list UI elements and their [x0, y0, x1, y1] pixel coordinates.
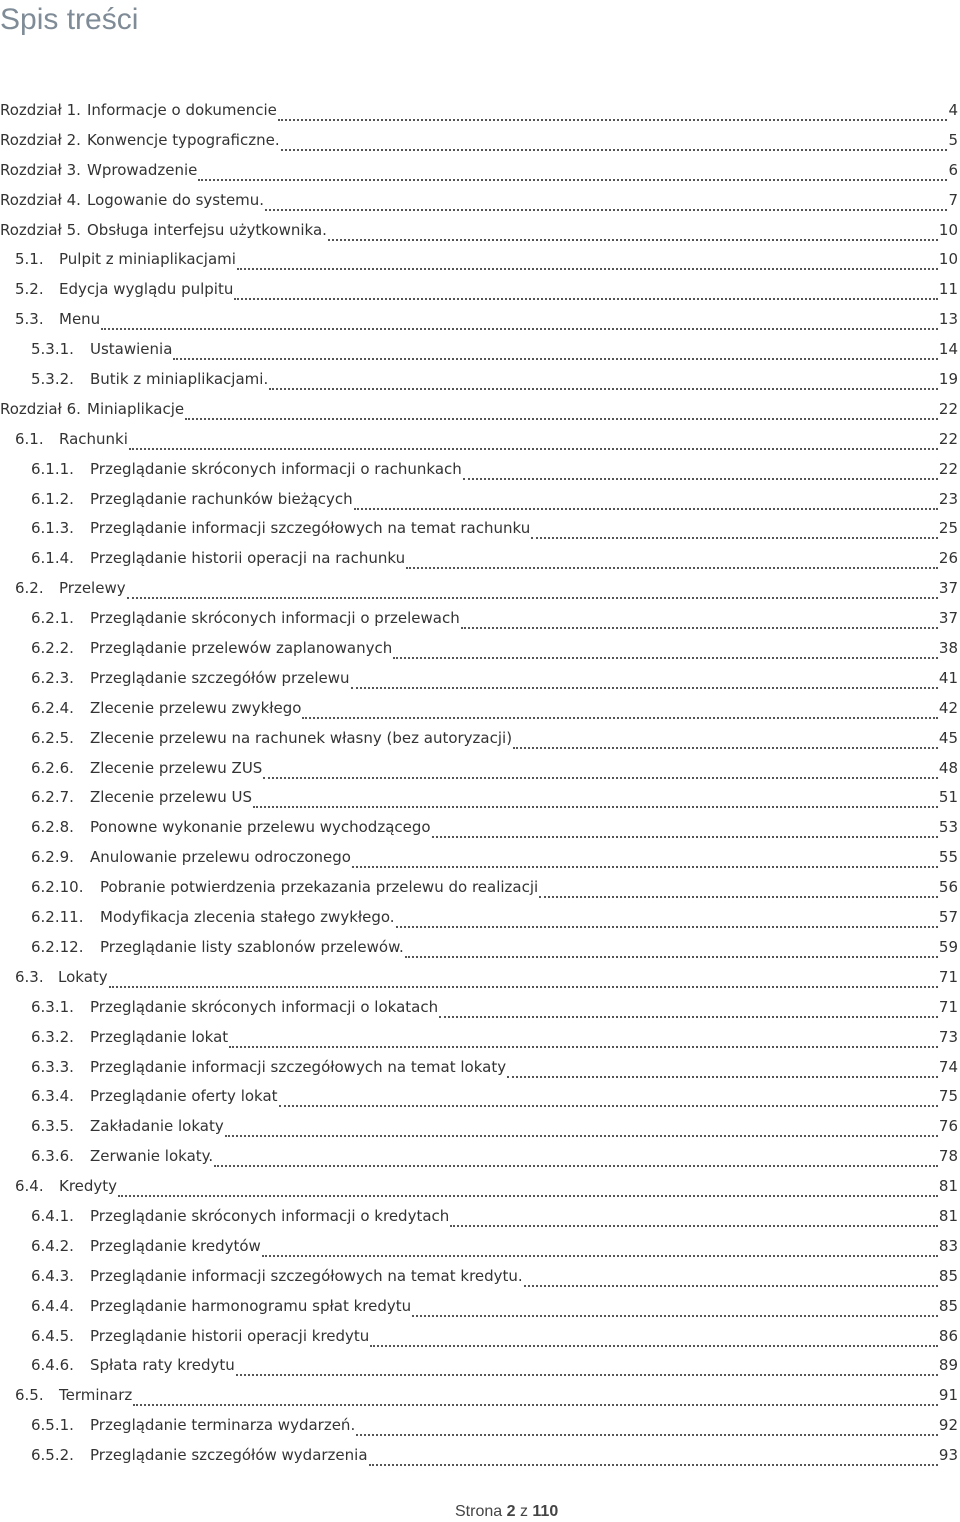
toc-entry-title: Przeglądanie historii operacji kredytu	[90, 1326, 370, 1345]
toc-dot-leader	[128, 431, 939, 453]
toc-dot-leader	[350, 670, 939, 692]
toc-entry[interactable]	[0, 723, 958, 753]
toc-dot-leader	[405, 550, 939, 572]
toc-entry[interactable]	[0, 1291, 958, 1321]
toc-dot-leader	[197, 162, 948, 184]
toc-entry-page: 4	[948, 101, 958, 119]
toc-entry-page: 10	[938, 220, 958, 239]
toc-dot-leader	[460, 610, 939, 632]
toc-dot-leader	[126, 580, 939, 602]
toc-entry-page: 55	[938, 848, 958, 867]
toc-entry-title: Przeglądanie skróconych informacji o kredytach	[90, 1206, 450, 1225]
toc-entry-title: Przeglądanie historii operacji na rachunku	[90, 549, 406, 568]
toc-entry[interactable]	[0, 394, 958, 424]
toc-entry[interactable]	[0, 842, 958, 872]
toc-entry-number: 6.1.2.	[31, 489, 74, 508]
toc-entry-title: Zerwanie lokaty.	[90, 1147, 214, 1166]
toc-entry-page: 11	[938, 280, 958, 299]
toc-entry[interactable]	[0, 812, 958, 842]
toc-entry-number: 6.2.2.	[31, 639, 74, 658]
toc-entry-number: 6.1.1.	[31, 459, 74, 478]
toc-entry-number: 6.4.3.	[31, 1266, 74, 1285]
toc-entry-number: 6.3.4.	[31, 1087, 74, 1106]
toc-entry-page: 78	[938, 1147, 958, 1166]
toc-dot-leader	[280, 132, 949, 154]
page-footer	[455, 1502, 558, 1522]
toc-entry[interactable]	[0, 1201, 958, 1231]
toc-entry[interactable]	[0, 1231, 958, 1261]
toc-entry-title: Zakładanie lokaty	[90, 1117, 224, 1136]
toc-entry-page: 23	[938, 489, 958, 508]
toc-entry-title: Przeglądanie informacji szczegółowych na temat rachunku	[90, 519, 531, 538]
toc-entry-page: 85	[938, 1266, 958, 1285]
toc-dot-leader	[117, 1178, 939, 1200]
toc-entry-title: Terminarz	[59, 1386, 133, 1405]
toc-entry[interactable]	[0, 185, 958, 215]
toc-entry[interactable]	[0, 424, 958, 454]
toc-entry-title: Obsługa interfejsu użytkownika.	[87, 220, 327, 239]
toc-entry-page: 25	[938, 519, 958, 538]
toc-entry-page: 22	[938, 459, 958, 478]
toc-dot-leader	[506, 1059, 939, 1081]
toc-dot-leader	[261, 1238, 939, 1260]
toc-entry-title: Pulpit z miniaplikacjami	[59, 250, 236, 269]
toc-dot-leader	[530, 520, 939, 542]
toc-entry-page: 56	[938, 878, 958, 897]
toc-entry-title: Zlecenie przelewu US	[90, 788, 253, 807]
toc-dot-leader	[411, 1298, 939, 1320]
toc-dot-leader	[512, 730, 939, 752]
toc-entry-title: Informacje o dokumencie	[87, 101, 277, 119]
toc-entry-number: 5.1.	[15, 250, 44, 269]
toc-entry-page: 19	[938, 370, 958, 389]
toc-entry[interactable]	[0, 633, 958, 663]
toc-entry-page: 6	[948, 160, 958, 179]
toc-entry-number: 6.2.11.	[31, 908, 84, 927]
toc-dot-leader	[224, 1118, 939, 1140]
toc-entry-number: 6.4.1.	[31, 1206, 74, 1225]
toc-entry-number: 6.3.	[15, 967, 44, 986]
toc-entry-number: Rozdział 2.	[0, 130, 81, 149]
toc-entry-page: 59	[938, 937, 958, 956]
toc-entry-number: 6.1.3.	[31, 519, 74, 538]
toc-entry-page: 93	[938, 1446, 958, 1465]
toc-dot-leader	[392, 640, 939, 662]
toc-entry[interactable]	[0, 454, 958, 484]
toc-entry-number: 6.3.1.	[31, 997, 74, 1016]
toc-entry-title: Przeglądanie szczegółów przelewu	[90, 668, 350, 687]
toc-entry-number: 6.2.9.	[31, 848, 74, 867]
toc-entry-page: 73	[938, 1027, 958, 1046]
toc-dot-leader	[172, 341, 939, 363]
toc-dot-leader	[264, 192, 948, 214]
toc-dot-leader	[132, 1387, 939, 1409]
toc-entry-title: Przelewy	[59, 579, 126, 598]
toc-entry-title: Ponowne wykonanie przelewu wychodzącego	[90, 818, 431, 837]
toc-entry[interactable]	[0, 1321, 958, 1351]
toc-entry-title: Modyfikacja zlecenia stałego zwykłego.	[100, 908, 395, 927]
toc-entry[interactable]	[0, 543, 958, 573]
toc-dot-leader	[395, 909, 939, 931]
toc-dot-leader	[351, 849, 939, 871]
toc-dot-leader	[449, 1208, 939, 1230]
toc-entry-page: 89	[938, 1356, 958, 1375]
toc-dot-leader	[523, 1268, 939, 1290]
toc-entry-title: Zlecenie przelewu ZUS	[90, 758, 263, 777]
toc-entry-number: 6.2.1.	[31, 609, 74, 628]
toc-entry-number: 6.5.1.	[31, 1416, 74, 1435]
toc-entry-page: 22	[938, 429, 958, 448]
toc-entry-title: Miniaplikacje	[87, 399, 185, 418]
toc-entry-number: Rozdział 4.	[0, 190, 81, 209]
toc-dot-leader	[228, 1029, 939, 1051]
toc-dot-leader	[235, 1357, 939, 1379]
toc-entry-page: 74	[938, 1057, 958, 1076]
toc-entry-page: 91	[938, 1386, 958, 1405]
toc-entry-page: 37	[938, 579, 958, 598]
footer-prefix: Strona	[455, 1503, 503, 1520]
toc-dot-leader	[438, 999, 939, 1021]
toc-entry-page: 81	[938, 1177, 958, 1196]
toc-entry-number: 6.3.6.	[31, 1147, 74, 1166]
toc-entry-number: 6.3.3.	[31, 1057, 74, 1076]
toc-entry[interactable]	[0, 1350, 958, 1380]
toc-entry-title: Przeglądanie skróconych informacji o przelewach	[90, 609, 460, 628]
toc-entry-page: 38	[938, 639, 958, 658]
toc-entry-page: 81	[938, 1206, 958, 1225]
toc-entry-title: Ustawienia	[90, 340, 173, 359]
page-title: Spis treści	[0, 3, 139, 36]
toc-entry[interactable]	[0, 1171, 958, 1201]
toc-entry[interactable]	[0, 1081, 958, 1111]
toc-entry-title: Kredyty	[59, 1177, 118, 1196]
toc-entry[interactable]	[0, 215, 958, 245]
toc-entry[interactable]	[0, 155, 958, 185]
toc-entry-page: 76	[938, 1117, 958, 1136]
toc-entry-title: Przeglądanie informacji szczegółowych na temat kredytu.	[90, 1266, 523, 1285]
toc-entry-title: Przeglądanie przelewów zaplanowanych	[90, 639, 393, 658]
toc-entry-title: Przeglądanie informacji szczegółowych na temat lokaty	[90, 1057, 507, 1076]
toc-entry[interactable]	[0, 932, 958, 962]
toc-dot-leader	[100, 311, 939, 333]
toc-entry-number: Rozdział 1.	[0, 101, 81, 119]
footer-separator: z	[519, 1503, 528, 1520]
toc-entry-page: 48	[938, 758, 958, 777]
toc-entry-title: Przeglądanie rachunków bieżących	[90, 489, 353, 508]
toc-entry-title: Przeglądanie lokat	[90, 1027, 229, 1046]
toc-entry-number: 6.3.2.	[31, 1027, 74, 1046]
toc-entry-number: 6.1.	[15, 429, 44, 448]
toc-entry-number: 6.2.4.	[31, 698, 74, 717]
toc-entry[interactable]	[0, 125, 958, 155]
toc-entry-title: Spłata raty kredytu	[90, 1356, 235, 1375]
toc-dot-leader	[431, 819, 939, 841]
toc-dot-leader	[301, 700, 938, 722]
toc-entry-title: Anulowanie przelewu odroczonego	[90, 848, 351, 867]
toc-dot-leader	[278, 1088, 939, 1110]
toc-dot-leader	[462, 461, 939, 483]
toc-dot-leader	[108, 969, 939, 991]
toc-entry[interactable]	[0, 1410, 958, 1440]
toc-entry-page: 83	[938, 1236, 958, 1255]
toc-entry-title: Zlecenie przelewu zwykłego	[90, 698, 302, 717]
toc-entry-title: Konwencje typograficzne.	[87, 130, 280, 149]
toc-entry[interactable]	[0, 95, 958, 125]
toc-entry-title: Przeglądanie kredytów	[90, 1236, 261, 1255]
toc-entry[interactable]	[0, 484, 958, 514]
toc-entry[interactable]	[0, 304, 958, 334]
toc-entry-number: 6.2.3.	[31, 668, 74, 687]
toc-entry[interactable]	[0, 573, 958, 603]
toc-entry-page: 75	[938, 1087, 958, 1106]
toc-entry[interactable]	[0, 902, 958, 932]
toc-entry-page: 42	[938, 698, 958, 717]
toc-entry-title: Logowanie do systemu.	[87, 190, 265, 209]
toc-entry-title: Wprowadzenie	[87, 160, 198, 179]
toc-entry-number: Rozdział 6.	[0, 399, 81, 418]
toc-entry-title: Pobranie potwierdzenia przekazania przelewu do realizacji	[100, 878, 539, 897]
toc-entry-page: 26	[938, 549, 958, 568]
toc-dot-leader	[368, 1447, 939, 1469]
toc-entry-title: Przeglądanie szczegółów wydarzenia	[90, 1446, 368, 1465]
toc-entry[interactable]	[0, 782, 958, 812]
toc-entry[interactable]	[0, 244, 958, 274]
toc-entry-page: 41	[938, 668, 958, 687]
toc-entry-number: Rozdział 3.	[0, 160, 81, 179]
toc-entry-title: Przeglądanie oferty lokat	[90, 1087, 278, 1106]
toc-entry-title: Rachunki	[59, 429, 128, 448]
footer-current-page: 2	[506, 1503, 516, 1520]
toc-entry-page: 45	[938, 728, 958, 747]
toc-dot-leader	[268, 371, 939, 393]
toc-entry-number: 6.1.4.	[31, 549, 74, 568]
toc-entry-page: 7	[948, 190, 958, 209]
toc-entry[interactable]	[0, 693, 958, 723]
toc-entry-title: Przeglądanie skróconych informacji o rachunkach	[90, 459, 462, 478]
toc-entry-page: 71	[938, 967, 958, 986]
toc-entry-number: 6.4.2.	[31, 1236, 74, 1255]
toc-entry-page: 86	[938, 1326, 958, 1345]
toc-dot-leader	[355, 1417, 939, 1439]
toc-entry[interactable]	[0, 1440, 958, 1470]
toc-entry-title: Przeglądanie harmonogramu spłat kredytu	[90, 1296, 412, 1315]
toc-entry-number: Rozdział 5.	[0, 220, 81, 239]
toc-entry-number: 6.2.6.	[31, 758, 74, 777]
toc-entry[interactable]	[0, 334, 958, 364]
toc-entry-page: 53	[938, 818, 958, 837]
toc-entry-number: 6.2.10.	[31, 878, 84, 897]
toc-entry[interactable]	[0, 1380, 958, 1410]
toc-entry-number: 5.3.1.	[31, 340, 74, 359]
toc-entry-page: 37	[938, 609, 958, 628]
toc-entry[interactable]	[0, 1261, 958, 1291]
toc-entry-number: 6.4.6.	[31, 1356, 74, 1375]
table-of-contents	[0, 95, 958, 1470]
toc-entry-title: Przeglądanie skróconych informacji o lokatach	[90, 997, 439, 1016]
toc-dot-leader	[327, 222, 939, 244]
toc-entry-title: Przeglądanie listy szablonów przelewów.	[100, 937, 404, 956]
toc-entry[interactable]	[0, 992, 958, 1022]
toc-entry-number: 6.4.4.	[31, 1296, 74, 1315]
toc-dot-leader	[252, 789, 939, 811]
toc-entry[interactable]	[0, 1022, 958, 1052]
toc-entry-page: 92	[938, 1416, 958, 1435]
toc-entry-page: 14	[938, 340, 958, 359]
toc-dot-leader	[262, 760, 939, 782]
toc-entry-page: 57	[938, 908, 958, 927]
toc-entry[interactable]	[0, 1141, 958, 1171]
toc-entry[interactable]	[0, 1111, 958, 1141]
toc-entry[interactable]	[0, 1052, 958, 1082]
toc-entry-number: 6.2.12.	[31, 937, 84, 956]
toc-entry-page: 51	[938, 788, 958, 807]
toc-entry-title: Zlecenie przelewu na rachunek własny (bez autoryzacji)	[90, 728, 513, 747]
toc-entry-page: 10	[938, 250, 958, 269]
footer-total-pages: 110	[532, 1503, 559, 1520]
toc-dot-leader	[538, 879, 939, 901]
toc-dot-leader	[213, 1148, 939, 1170]
toc-entry-title: Menu	[59, 310, 101, 329]
toc-entry-number: 6.4.	[15, 1177, 44, 1196]
toc-entry-number: 6.5.	[15, 1386, 44, 1405]
toc-entry[interactable]	[0, 753, 958, 783]
toc-entry-title: Butik z miniaplikacjami.	[90, 370, 269, 389]
toc-entry-number: 6.3.5.	[31, 1117, 74, 1136]
toc-entry-title: Przeglądanie terminarza wydarzeń.	[90, 1416, 356, 1435]
toc-entry[interactable]	[0, 663, 958, 693]
toc-entry-number: 5.3.2.	[31, 370, 74, 389]
toc-dot-leader	[233, 281, 939, 303]
toc-entry-page: 22	[938, 399, 958, 418]
toc-entry-number: 5.3.	[15, 310, 44, 329]
toc-entry-page: 85	[938, 1296, 958, 1315]
toc-entry[interactable]	[0, 603, 958, 633]
toc-dot-leader	[184, 401, 939, 423]
toc-entry[interactable]	[0, 872, 958, 902]
toc-entry-page: 71	[938, 997, 958, 1016]
toc-dot-leader	[236, 251, 939, 273]
toc-entry[interactable]	[0, 513, 958, 543]
toc-entry-number: 6.2.	[15, 579, 44, 598]
toc-entry-number: 5.2.	[15, 280, 44, 299]
toc-entry-number: 6.5.2.	[31, 1446, 74, 1465]
toc-entry-title: Lokaty	[58, 967, 108, 986]
toc-entry[interactable]	[0, 364, 958, 394]
toc-dot-leader	[404, 939, 939, 961]
toc-entry-page: 13	[938, 310, 958, 329]
toc-entry-number: 6.2.8.	[31, 818, 74, 837]
toc-entry-number: 6.2.7.	[31, 788, 74, 807]
toc-dot-leader	[277, 102, 949, 124]
toc-entry-number: 6.2.5.	[31, 728, 74, 747]
toc-dot-leader	[369, 1328, 939, 1350]
toc-entry[interactable]	[0, 962, 958, 992]
toc-entry-number: 6.4.5.	[31, 1326, 74, 1345]
toc-entry[interactable]	[0, 274, 958, 304]
toc-entry-title: Edycja wyglądu pulpitu	[59, 280, 234, 299]
toc-entry-page: 5	[948, 130, 958, 149]
toc-dot-leader	[353, 491, 939, 513]
